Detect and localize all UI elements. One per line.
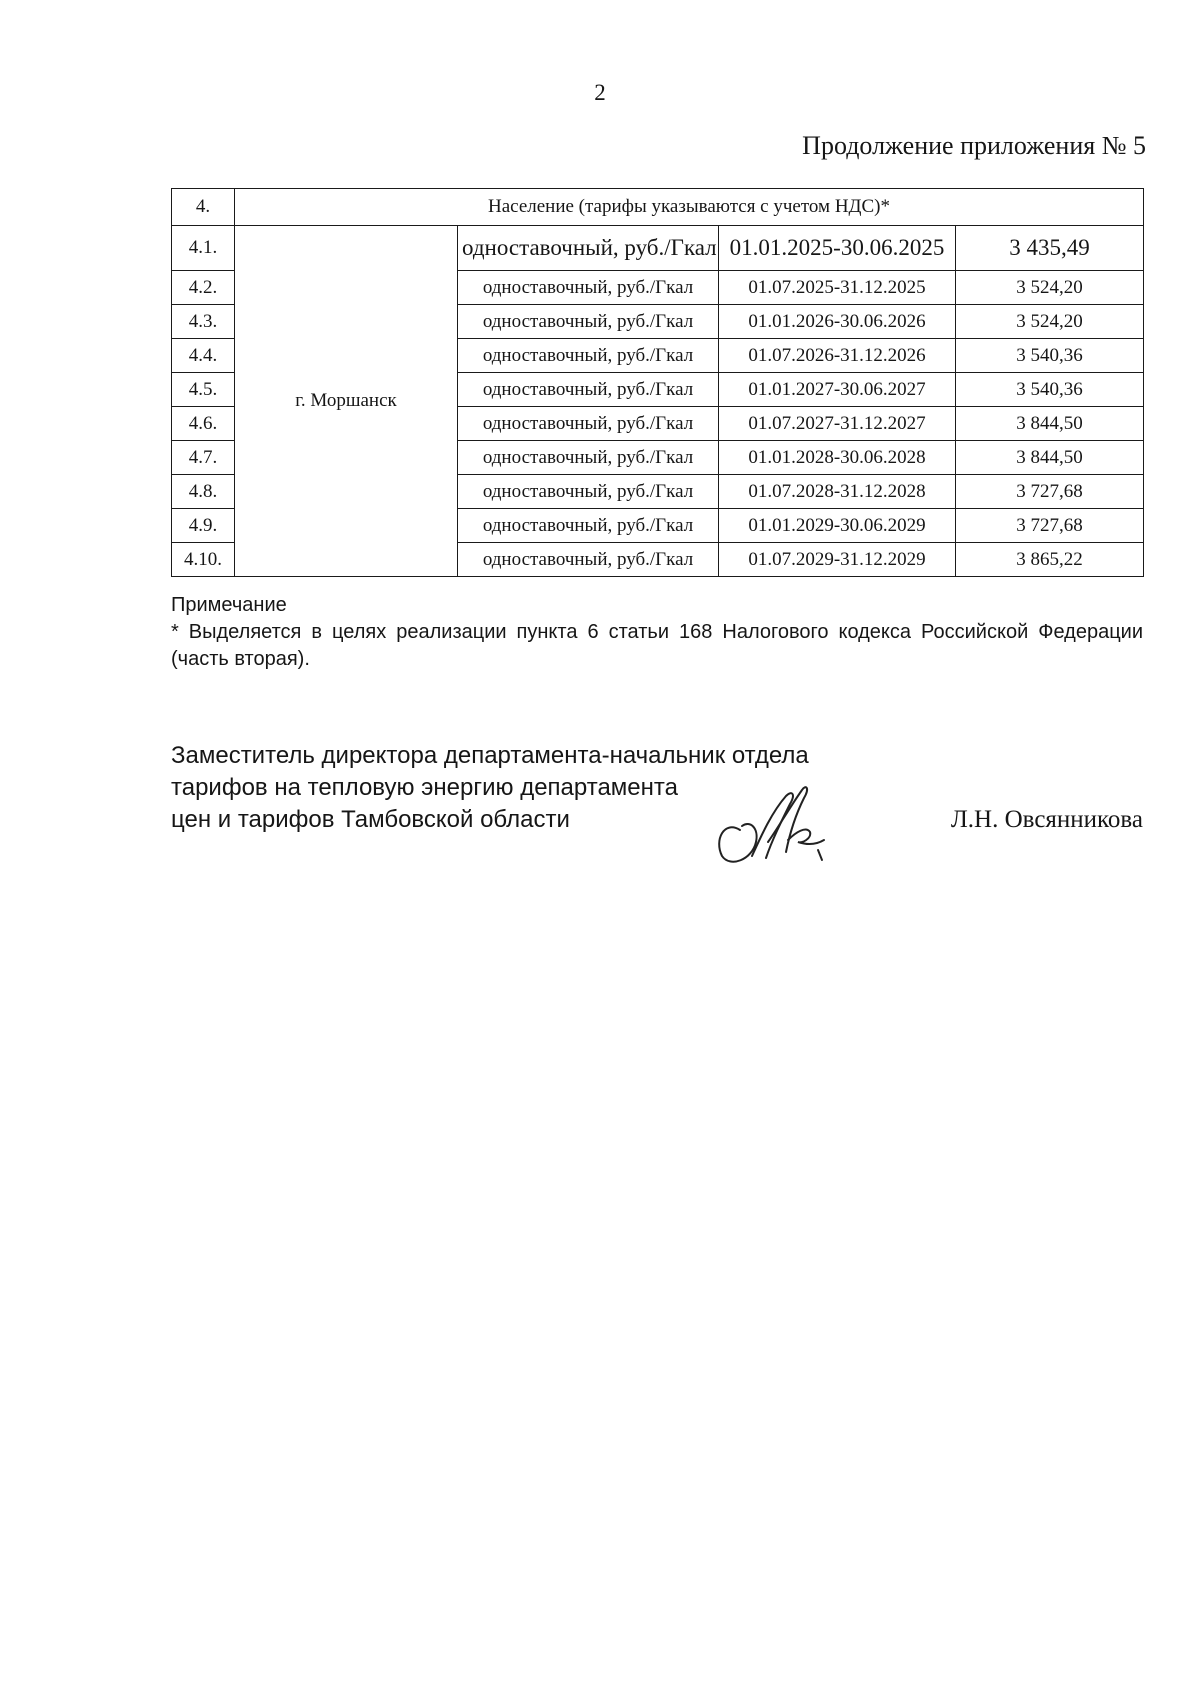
- tariff-period: 01.07.2029-31.12.2029: [719, 543, 956, 577]
- signature-block: [171, 740, 1143, 870]
- row-number: 4.5.: [172, 373, 235, 407]
- tariff-period: 01.01.2025-30.06.2025: [719, 226, 956, 271]
- table-group-row: [172, 189, 1144, 226]
- tariff-type: одноставочный, руб./Гкал: [458, 305, 719, 339]
- tariff-period: 01.01.2029-30.06.2029: [719, 509, 956, 543]
- tariff-value: 3 435,49: [956, 226, 1144, 271]
- signer-name: Л.Н. Овсянникова: [950, 806, 1143, 833]
- tariff-type: одноставочный, руб./Гкал: [458, 271, 719, 305]
- tariff-type: одноставочный, руб./Гкал: [458, 373, 719, 407]
- tariff-period: 01.01.2028-30.06.2028: [719, 441, 956, 475]
- tariff-period: 01.01.2026-30.06.2026: [719, 305, 956, 339]
- tariff-value: 3 727,68: [956, 509, 1144, 543]
- table-row: [172, 226, 1144, 271]
- tariff-type: одноставочный, руб./Гкал: [458, 339, 719, 373]
- tariff-type: одноставочный, руб./Гкал: [458, 543, 719, 577]
- tariff-value: 3 524,20: [956, 271, 1144, 305]
- note-heading: Примечание: [171, 594, 287, 616]
- tariff-period: 01.07.2028-31.12.2028: [719, 475, 956, 509]
- tariff-period: 01.07.2027-31.12.2027: [719, 407, 956, 441]
- tariff-type: одноставочный, руб./Гкал: [458, 475, 719, 509]
- tariff-value: 3 865,22: [956, 543, 1144, 577]
- row-number: 4.4.: [172, 339, 235, 373]
- tariff-value: 3 727,68: [956, 475, 1144, 509]
- tariff-type: одноставочный, руб./Гкал: [458, 407, 719, 441]
- group-number: 4.: [172, 189, 235, 226]
- row-number: 4.2.: [172, 271, 235, 305]
- tariff-value: 3 844,50: [956, 407, 1144, 441]
- row-number: 4.1.: [172, 226, 235, 271]
- tariff-value: 3 540,36: [956, 339, 1144, 373]
- note: [171, 592, 1143, 673]
- row-number: 4.7.: [172, 441, 235, 475]
- tariff-value: 3 844,50: [956, 441, 1144, 475]
- row-number: 4.8.: [172, 475, 235, 509]
- group-title: Население (тарифы указываются с учетом НДС)*: [235, 189, 1144, 226]
- page-number: 2: [594, 80, 606, 105]
- tariff-table: [171, 188, 1144, 577]
- row-number: 4.9.: [172, 509, 235, 543]
- tariff-value: 3 524,20: [956, 305, 1144, 339]
- note-text: * Выделяется в целях реализации пункта 6 статьи 168 Налогового кодекса Российской Федерации (часть вторая).: [171, 621, 1143, 670]
- row-number: 4.6.: [172, 407, 235, 441]
- tariff-period: 01.07.2025-31.12.2025: [719, 271, 956, 305]
- row-number: 4.10.: [172, 543, 235, 577]
- handwritten-signature: [706, 770, 836, 870]
- tariff-period: 01.07.2026-31.12.2026: [719, 339, 956, 373]
- tariff-type: одноставочный, руб./Гкал: [458, 226, 719, 271]
- tariff-value: 3 540,36: [956, 373, 1144, 407]
- locality-cell: г. Моршанск: [235, 226, 458, 577]
- signer-title-line: тарифов на тепловую энергию департамента: [171, 774, 678, 801]
- tariff-type: одноставочный, руб./Гкал: [458, 509, 719, 543]
- appendix-title: Продолжение приложения № 5: [802, 131, 1146, 160]
- tariff-period: 01.01.2027-30.06.2027: [719, 373, 956, 407]
- tariff-type: одноставочный, руб./Гкал: [458, 441, 719, 475]
- signer-title-line: Заместитель директора департамента-начальник отдела: [171, 742, 809, 769]
- row-number: 4.3.: [172, 305, 235, 339]
- signer-title-line: цен и тарифов Тамбовской области: [171, 806, 570, 833]
